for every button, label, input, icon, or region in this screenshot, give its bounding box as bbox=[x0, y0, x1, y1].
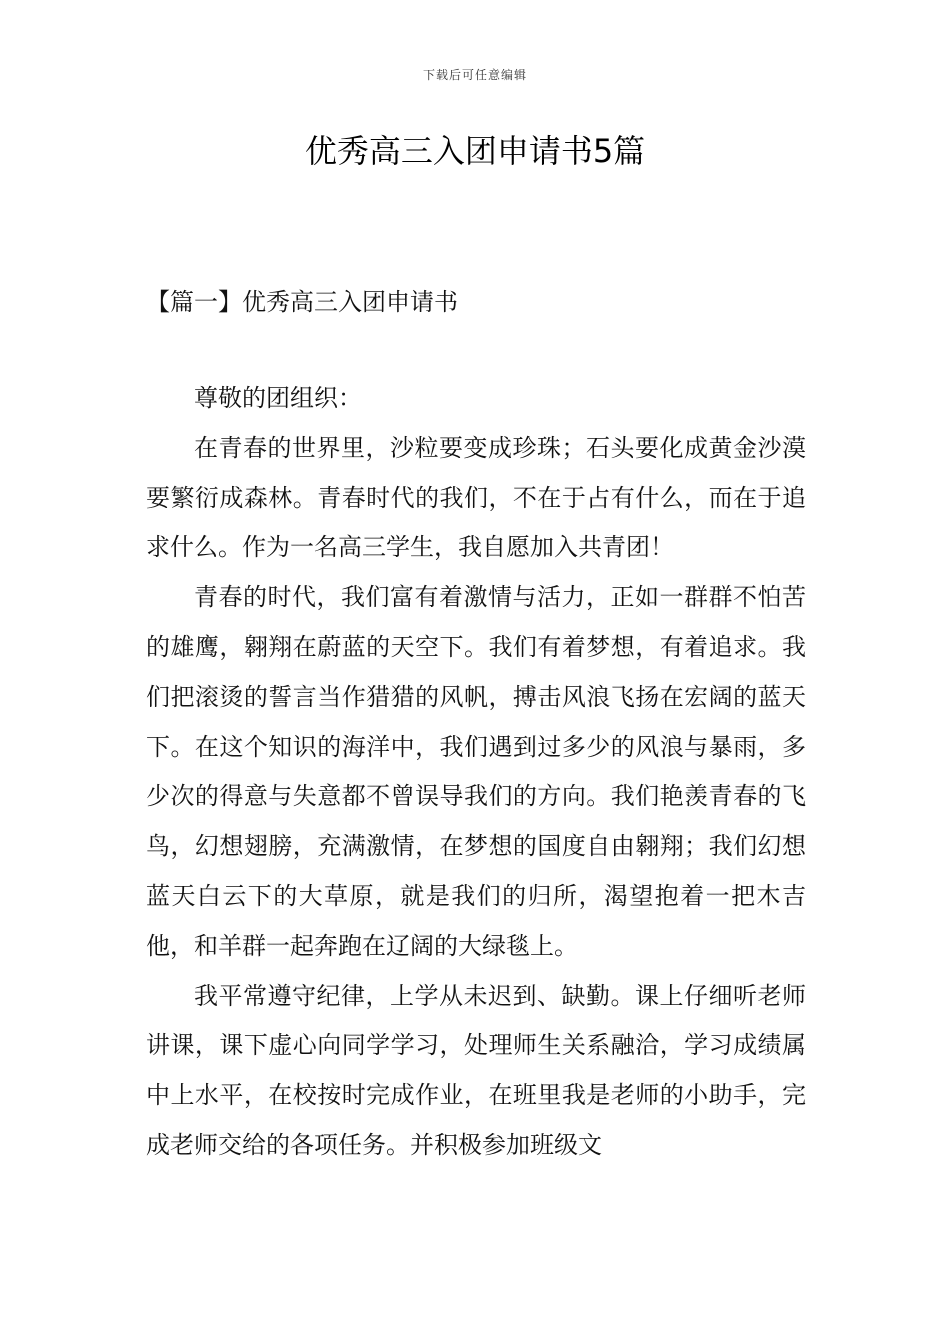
salutation: 尊敬的团组织： bbox=[194, 384, 362, 412]
document-title: 优秀高三入团申请书5篇 bbox=[304, 132, 646, 170]
paragraph-2: 青春的时代，我们富有着激情与活力，正如一群群不怕苦的雄鹰，翱翔在蔚蓝的天空下。我们有着梦想，有着追求。我们把滚烫的誓言当作猎猎的风帆，搏击风浪飞扬在宏阔的蓝天下。在这个知识的海洋中，我们遇到过多少的风浪与暴雨，多少次的得意与失意都不曾误导我们的方向。我们艳羡青春的飞鸟，幻想翅膀，充满激情，在梦想的国度自由翱翔；我们幻想蓝天白云下的大草原，就是我们的归所，渴望抱着一把木吉他，和羊群一起奔跑在辽阔的大绿毯上。 bbox=[146, 583, 806, 960]
header-note: 下载后可任意编辑 bbox=[422, 68, 527, 82]
section-heading: 【篇一】优秀高三入团申请书 bbox=[146, 288, 458, 316]
paragraph-1: 在青春的世界里，沙粒要变成珍珠；石头要化成黄金沙漠要繁衍成森林。青春时代的我们，不在于占有什么，而在于追求什么。作为一名高三学生，我自愿加入共青团！ bbox=[146, 433, 806, 562]
letter-body bbox=[146, 374, 806, 1171]
paragraph-3: 我平常遵守纪律，上学从未迟到、缺勤。课上仔细听老师讲课，课下虚心向同学学习，处理师生关系融洽，学习成绩属中上水平，在校按时完成作业，在班里我是老师的小助手，完成老师交给的各项任务。并积极参加班级文 bbox=[146, 981, 806, 1159]
